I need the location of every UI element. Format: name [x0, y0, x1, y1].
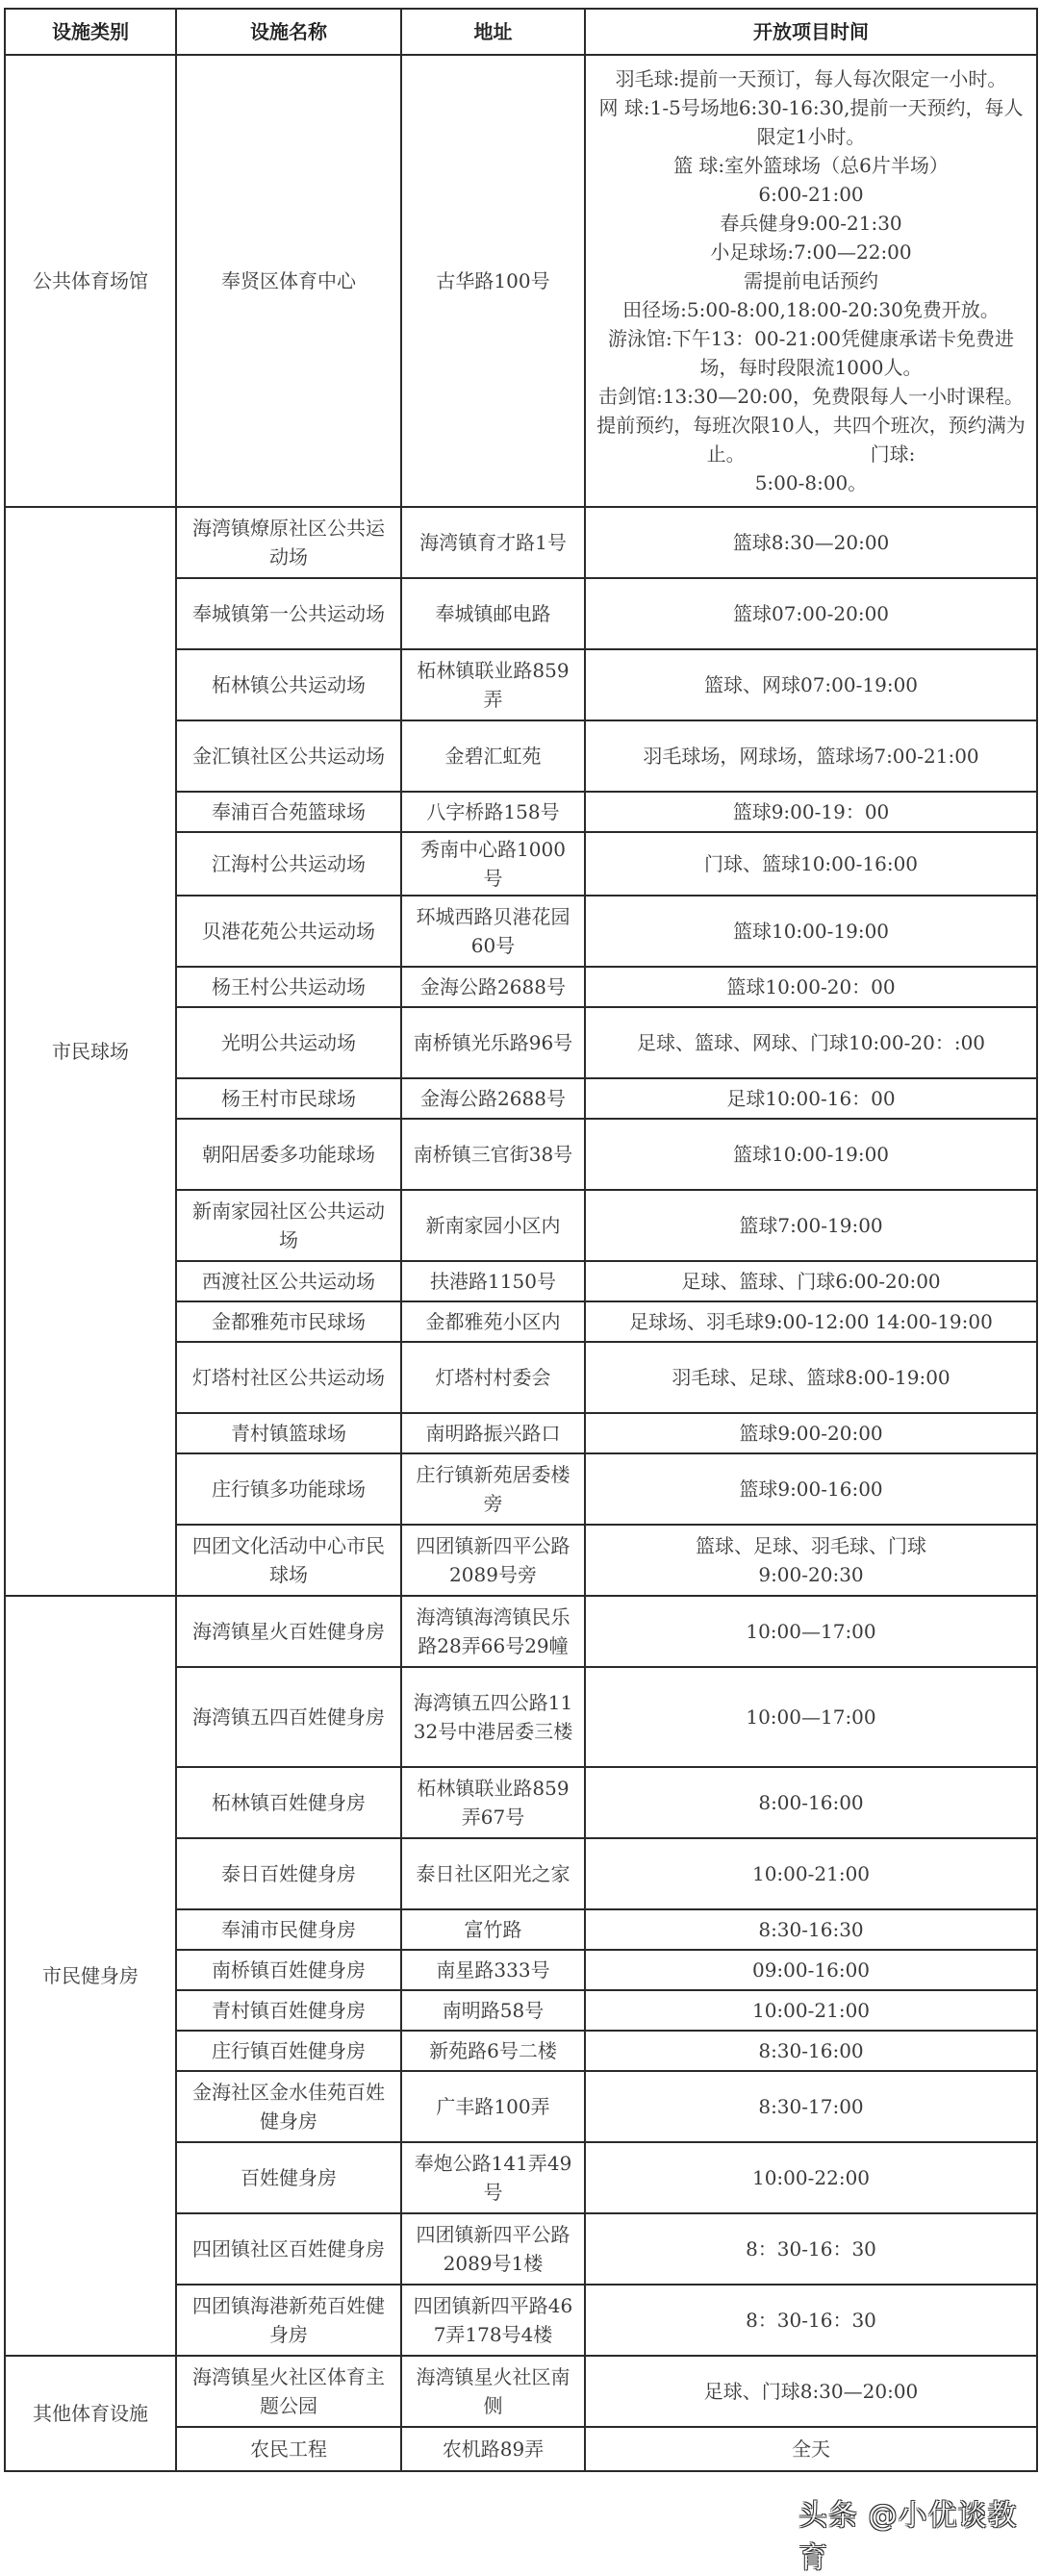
- address-cell: 金海公路2688号: [401, 1078, 585, 1119]
- address-cell: 南桥镇光乐路96号: [401, 1007, 585, 1078]
- facility-name-cell: 海湾镇燎原社区公共运动场: [176, 507, 401, 578]
- facility-name-cell: 四团镇海港新苑百姓健身房: [176, 2285, 401, 2356]
- facility-name-cell: 奉浦百合苑篮球场: [176, 792, 401, 832]
- hours-line: 篮球、网球07:00-19:00: [703, 673, 919, 696]
- facility-name-cell: 海湾镇星火百姓健身房: [176, 1596, 401, 1667]
- address-cell: 海湾镇育才路1号: [401, 507, 585, 578]
- hours-line: 篮球、足球、羽毛球、门球: [696, 1534, 926, 1557]
- address-cell: 金碧汇虹苑: [401, 720, 585, 792]
- hours-cell: [585, 1190, 1037, 1261]
- address-cell: 富竹路: [401, 1909, 585, 1950]
- hours-line: 篮球10:00-20：00: [726, 975, 896, 998]
- address-cell: 古华路100号: [401, 55, 585, 507]
- hours-cell: [585, 1990, 1037, 2031]
- hours-line: 篮球10:00-19:00: [732, 1143, 890, 1166]
- facility-name-cell: 南桥镇百姓健身房: [176, 1950, 401, 1990]
- hours-cell: [585, 1453, 1037, 1525]
- facility-name-cell: 光明公共运动场: [176, 1007, 401, 1078]
- hours-line: 篮球7:00-19:00: [739, 1214, 883, 1237]
- hours-line: 篮球9:00-19：00: [732, 800, 890, 823]
- address-cell: 奉城镇邮电路: [401, 578, 585, 649]
- hours-cell: [585, 720, 1037, 792]
- facility-name-cell: 奉城镇第一公共运动场: [176, 578, 401, 649]
- hours-line: 10:00-22:00: [751, 2166, 871, 2189]
- address-cell: 农机路89弄: [401, 2427, 585, 2471]
- hours-cell: [585, 1119, 1037, 1190]
- address-cell: 海湾镇五四公路1132号中港居委三楼: [401, 1667, 585, 1767]
- hours-line: 8:00-16:00: [758, 1791, 864, 1814]
- facility-name-cell: 西渡社区公共运动场: [176, 1261, 401, 1301]
- facility-name-cell: 灯塔村社区公共运动场: [176, 1342, 401, 1413]
- facility-name-cell: 海湾镇五四百姓健身房: [176, 1667, 401, 1767]
- address-cell: 灯塔村村委会: [401, 1342, 585, 1413]
- hours-line: 需提前电话预约: [744, 269, 878, 292]
- hours-line: 小足球场:7:00—22:00: [710, 240, 912, 264]
- hours-cell: [585, 649, 1037, 720]
- category-cell: 其他体育设施: [5, 2356, 176, 2471]
- table-body: [5, 55, 1037, 2471]
- facility-name-cell: 奉贤区体育中心: [176, 55, 401, 507]
- facility-name-cell: 青村镇篮球场: [176, 1413, 401, 1453]
- hours-cell: [585, 507, 1037, 578]
- facility-name-cell: 泰日百姓健身房: [176, 1838, 401, 1909]
- hours-line: 足球10:00-16：00: [726, 1087, 896, 1110]
- facility-name-cell: 海湾镇星火社区体育主题公园: [176, 2356, 401, 2427]
- hours-cell: [585, 1838, 1037, 1909]
- hours-line: 足球、门球8:30—20:00: [703, 2380, 919, 2403]
- hours-line: 足球场、羽毛球9:00-12:00 14:00-19:00: [629, 1310, 993, 1333]
- facility-name-cell: 杨王村公共运动场: [176, 967, 401, 1007]
- header-address: 地址: [401, 9, 585, 55]
- hours-cell: [585, 2071, 1037, 2142]
- facility-name-cell: 朝阳居委多功能球场: [176, 1119, 401, 1190]
- hours-cell: [585, 1078, 1037, 1119]
- header-category: 设施类别: [5, 9, 176, 55]
- address-cell: 南明路振兴路口: [401, 1413, 585, 1453]
- hours-cell: [585, 1413, 1037, 1453]
- hours-cell: [585, 1909, 1037, 1950]
- hours-cell: [585, 2031, 1037, 2071]
- address-cell: 新苑路6号二楼: [401, 2031, 585, 2071]
- address-cell: 南星路333号: [401, 1950, 585, 1990]
- hours-line: 游泳馆:下午13：00-21:00凭健康承诺卡免费进场，每时段限流1000人。: [607, 327, 1015, 379]
- address-cell: 四团镇新四平公路2089号旁: [401, 1525, 585, 1596]
- hours-cell: [585, 1007, 1037, 1078]
- category-cell: 市民球场: [5, 507, 176, 1596]
- hours-line: 全天: [792, 2437, 830, 2461]
- address-cell: 四团镇新四平公路2089号1楼: [401, 2213, 585, 2285]
- hours-line: 10:00-21:00: [751, 1862, 871, 1885]
- hours-line: 6:00-21:00: [758, 183, 864, 206]
- address-cell: 四团镇新四平路467弄178号4楼: [401, 2285, 585, 2356]
- hours-cell: [585, 967, 1037, 1007]
- hours-line: 10:00—17:00: [746, 1705, 876, 1729]
- facility-name-cell: 金都雅苑市民球场: [176, 1301, 401, 1342]
- facility-name-cell: 金海社区金水佳苑百姓健身房: [176, 2071, 401, 2142]
- hours-line: 篮球9:00-16:00: [739, 1477, 883, 1501]
- facility-name-cell: 杨王村市民球场: [176, 1078, 401, 1119]
- address-cell: 南明路58号: [401, 1990, 585, 2031]
- address-cell: 秀南中心路1000号: [401, 832, 585, 896]
- facility-name-cell: 四团镇社区百姓健身房: [176, 2213, 401, 2285]
- hours-line: 篮球10:00-19:00: [732, 920, 890, 943]
- hours-cell: [585, 1767, 1037, 1838]
- facility-name-cell: 江海村公共运动场: [176, 832, 401, 896]
- header-hours: 开放项目时间: [585, 9, 1037, 55]
- address-cell: 海湾镇海湾镇民乐路28弄66号29幢: [401, 1596, 585, 1667]
- hours-line: 足球、篮球、网球、门球10:00-20：:00: [636, 1031, 986, 1054]
- hours-cell: [585, 2356, 1037, 2427]
- address-cell: 奉炮公路141弄49号: [401, 2142, 585, 2213]
- hours-cell: [585, 1950, 1037, 1990]
- address-cell: 环城西路贝港花园60号: [401, 896, 585, 967]
- facilities-table: [4, 8, 1038, 2472]
- facility-name-cell: 农民工程: [176, 2427, 401, 2471]
- facility-name-cell: 庄行镇多功能球场: [176, 1453, 401, 1525]
- hours-cell: [585, 2285, 1037, 2356]
- hours-cell: [585, 832, 1037, 896]
- hours-line: 春兵健身9:00-21:30: [720, 212, 902, 235]
- hours-cell: [585, 578, 1037, 649]
- hours-cell: [585, 2142, 1037, 2213]
- hours-cell: [585, 1261, 1037, 1301]
- address-cell: 新南家园小区内: [401, 1190, 585, 1261]
- hours-cell: [585, 1342, 1037, 1413]
- table-row: [5, 507, 1037, 578]
- hours-line: 篮球07:00-20:00: [732, 602, 890, 625]
- hours-line: 篮球9:00-20:00: [739, 1422, 883, 1445]
- hours-cell: [585, 792, 1037, 832]
- header-name: 设施名称: [176, 9, 401, 55]
- table-row: [5, 1596, 1037, 1667]
- table-header-row: [5, 9, 1037, 55]
- address-cell: 泰日社区阳光之家: [401, 1838, 585, 1909]
- hours-line: 10:00-21:00: [751, 1999, 871, 2022]
- hours-line: 8:30-16:00: [758, 2039, 864, 2062]
- hours-line: 足球、篮球、门球6:00-20:00: [681, 1270, 941, 1293]
- hours-line: 网 球:1-5号场地6:30-16:30,提前一天预约，每人限定1小时。: [598, 96, 1024, 148]
- facility-name-cell: 贝港花苑公共运动场: [176, 896, 401, 967]
- hours-cell: [585, 55, 1037, 507]
- facility-name-cell: 柘林镇百姓健身房: [176, 1767, 401, 1838]
- hours-line: 田径场:5:00-8:00,18:00-20:30免费开放。: [622, 298, 1000, 321]
- hours-line: 羽毛球:提前一天预订，每人每次限定一小时。: [615, 67, 1007, 90]
- table-row: [5, 55, 1037, 507]
- address-cell: 金海公路2688号: [401, 967, 585, 1007]
- hours-line: 篮球8:30—20:00: [732, 531, 890, 554]
- address-cell: 海湾镇星火社区南侧: [401, 2356, 585, 2427]
- hours-cell: [585, 1301, 1037, 1342]
- hours-line: 8:30-17:00: [758, 2095, 864, 2118]
- hours-cell: [585, 1525, 1037, 1596]
- hours-line: 羽毛球场，网球场，篮球场7:00-21:00: [643, 745, 979, 768]
- hours-line: 8:30-16:30: [758, 1918, 864, 1941]
- address-cell: 南桥镇三官街38号: [401, 1119, 585, 1190]
- facility-name-cell: 青村镇百姓健身房: [176, 1990, 401, 2031]
- hours-line: 8：30-16：30: [746, 2309, 876, 2332]
- table-row: [5, 2356, 1037, 2427]
- address-cell: 金都雅苑小区内: [401, 1301, 585, 1342]
- facility-name-cell: 柘林镇公共运动场: [176, 649, 401, 720]
- category-cell: 公共体育场馆: [5, 55, 176, 507]
- facility-name-cell: 庄行镇百姓健身房: [176, 2031, 401, 2071]
- hours-line: 羽毛球、足球、篮球8:00-19:00: [672, 1366, 950, 1389]
- hours-cell: [585, 2427, 1037, 2471]
- watermark: 头条 @小优谈教育: [798, 2499, 1018, 2575]
- address-cell: 扶港路1150号: [401, 1261, 585, 1301]
- address-cell: 八字桥路158号: [401, 792, 585, 832]
- hours-line: 10:00—17:00: [746, 1620, 876, 1643]
- hours-cell: [585, 2213, 1037, 2285]
- facility-name-cell: 金汇镇社区公共运动场: [176, 720, 401, 792]
- facility-name-cell: 四团文化活动中心市民球场: [176, 1525, 401, 1596]
- hours-line: 门球、篮球10:00-16:00: [703, 852, 919, 875]
- hours-line: 篮 球:室外篮球场（总6片半场）: [673, 154, 949, 177]
- hours-cell: [585, 1596, 1037, 1667]
- facility-name-cell: 奉浦市民健身房: [176, 1909, 401, 1950]
- hours-line: 8：30-16：30: [746, 2237, 876, 2260]
- hours-cell: [585, 1667, 1037, 1767]
- category-cell: 市民健身房: [5, 1596, 176, 2356]
- hours-line: 5:00-8:00。: [754, 471, 868, 494]
- address-cell: 广丰路100弄: [401, 2071, 585, 2142]
- facility-name-cell: 百姓健身房: [176, 2142, 401, 2213]
- facility-name-cell: 新南家园社区公共运动场: [176, 1190, 401, 1261]
- hours-cell: [585, 896, 1037, 967]
- hours-line: 09:00-16:00: [751, 1958, 871, 1982]
- hours-line: 击剑馆:13:30—20:00，免费限每人一小时课程。提前预约，每班次限10人，共四个班次，预约满为止。 门球:: [596, 385, 1026, 466]
- hours-line: 9:00-20:30: [758, 1563, 864, 1586]
- address-cell: 柘林镇联业路859弄67号: [401, 1767, 585, 1838]
- address-cell: 柘林镇联业路859弄: [401, 649, 585, 720]
- address-cell: 庄行镇新苑居委楼旁: [401, 1453, 585, 1525]
